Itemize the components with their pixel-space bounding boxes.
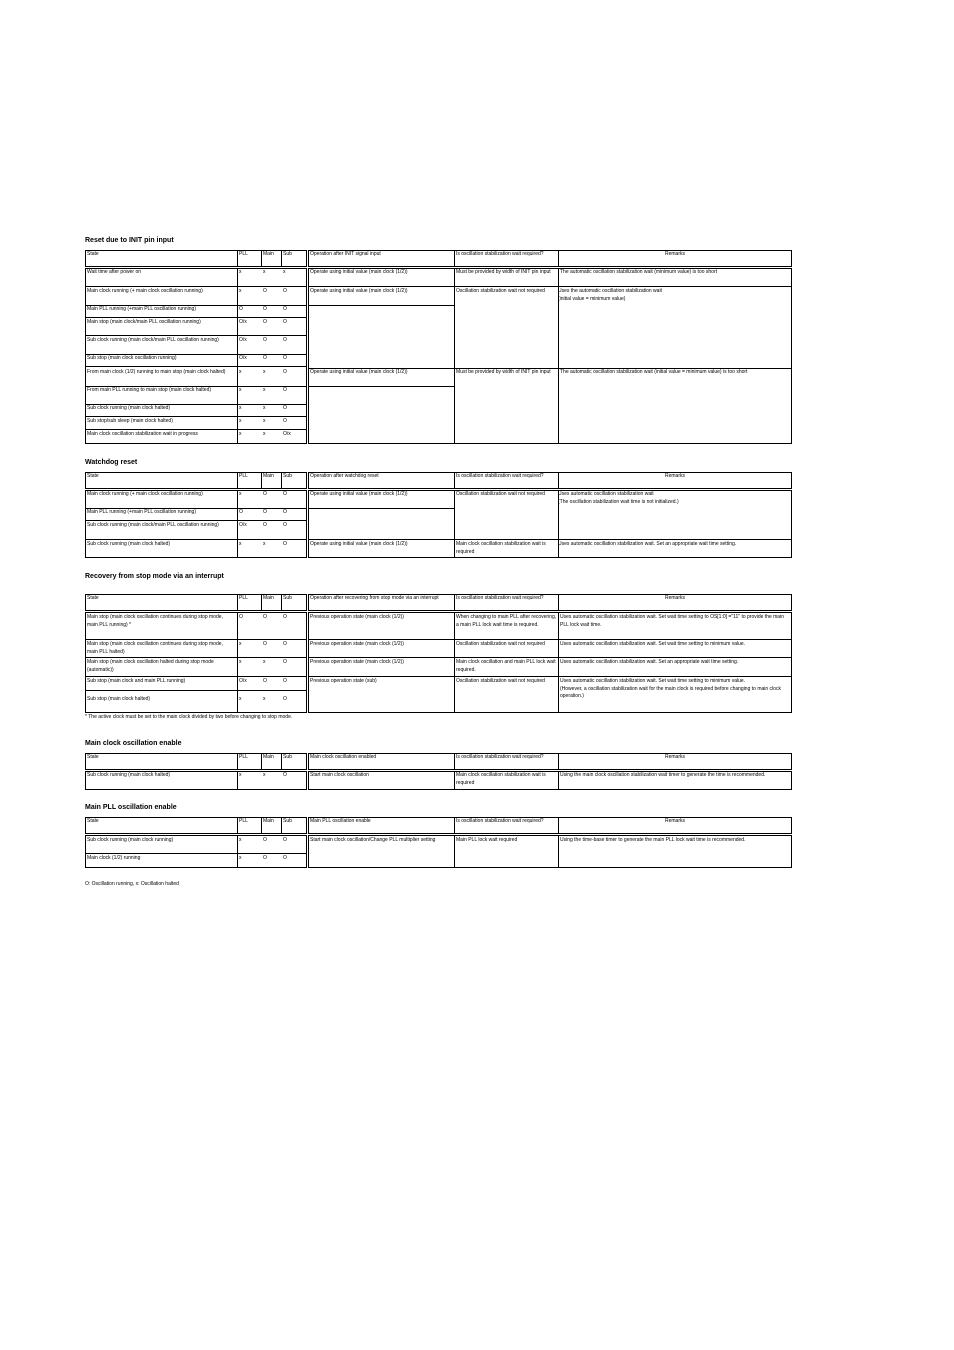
table-row-state: Sub clock running (main clock/main PLL oscillation running) xyxy=(87,337,219,343)
table-row-state: Sub clock running (main clock halted) xyxy=(87,541,171,547)
main-cell: x xyxy=(263,431,266,437)
operation-header: Operation after watchdog reset xyxy=(310,473,379,479)
remarks-header: Remarks xyxy=(664,473,685,479)
wait-cell: Main PLL lock wait required xyxy=(456,837,518,843)
remarks-header: Remarks xyxy=(664,754,685,760)
sub-cell: O xyxy=(283,855,287,861)
sub-cell: O xyxy=(283,405,287,411)
main-cell: O xyxy=(263,641,267,647)
pll-cell: O/x xyxy=(239,522,247,528)
sub-header: Sub xyxy=(283,754,292,760)
main-cell: O xyxy=(263,837,267,843)
pll-header: PLL xyxy=(239,754,248,760)
operation-header: Main PLL oscillation enable xyxy=(310,818,371,824)
main-cell: O xyxy=(263,337,267,343)
state-header: State xyxy=(87,818,99,824)
main-header: Main xyxy=(263,473,274,479)
pll-cell: x xyxy=(239,387,242,393)
main-cell: O xyxy=(263,522,267,528)
pll-cell: O xyxy=(239,306,243,312)
remarks-cell: Using the main clock oscillation stabilization wait timer to generate the time is recommended. xyxy=(560,772,766,778)
sub-cell: O/x xyxy=(283,431,291,437)
wait-cell: Main clock oscillation and main PLL lock wait required. xyxy=(456,659,556,673)
wait-cell: Oscillation stabilization wait not required xyxy=(456,288,545,294)
sub-cell: O xyxy=(283,614,287,620)
table-row-state: Main clock oscillation stabilization wait in progress xyxy=(87,431,198,437)
table-row-state: Sub clock running (main clock/main PLL oscillation running) xyxy=(87,522,219,528)
main-cell: x xyxy=(263,659,266,665)
table-row-state: Sub stop (main clock oscillation running) xyxy=(87,355,177,361)
main-cell: O xyxy=(263,306,267,312)
sub-header: Sub xyxy=(283,473,292,479)
table-row-state: Sub clock running (main clock halted) xyxy=(87,405,171,411)
sub-cell: O xyxy=(283,491,287,497)
main-cell: x xyxy=(263,387,266,393)
operation-header: Main clock oscillation enabled xyxy=(310,754,377,760)
remarks-cell: Using the time-base timer to generate the main PLL lock wait time is recommended. xyxy=(560,837,746,843)
table-row-state: Main PLL running (+main PLL oscillation running) xyxy=(87,509,196,515)
table-row-state: Main PLL running (+main PLL oscillation running) xyxy=(87,306,196,312)
state-header: State xyxy=(87,754,99,760)
main-cell: O xyxy=(263,678,267,684)
operation-cell: Operate using initial value (main clock (1/2)) xyxy=(310,269,408,275)
wait-cell: Oscillation stabilization wait not required xyxy=(456,678,545,684)
table-row-state: Main stop (main clock oscillation continues during stop mode, main PLL running) * xyxy=(87,614,223,628)
wait-header: Is oscillation stabilization wait required? xyxy=(456,818,544,824)
section-title-init-reset: Reset due to INIT pin input xyxy=(85,237,174,244)
remarks-cell: Uses automatic oscillation stabilization wait (The oscillation stabilization wait time is not initialized.) xyxy=(558,491,679,505)
operation-cell: Operate using initial value (main clock (1/2)) xyxy=(310,288,408,294)
pll-cell: O xyxy=(239,614,243,620)
main-header: Main xyxy=(263,754,274,760)
remarks-header: Remarks xyxy=(664,251,685,257)
table-row-state: Main stop (main clock oscillation halted during stop mode (automatic)) xyxy=(87,659,214,673)
main-cell: O xyxy=(263,288,267,294)
operation-cell: Previous operation state (main clock (1/2)) xyxy=(310,641,404,647)
sub-cell: O xyxy=(283,522,287,528)
oscillation-legend: O: Oscillation running, x: Oscillation halted xyxy=(85,881,179,887)
main-cell: x xyxy=(263,269,266,275)
table-row-state: Sub clock running (main clock running) xyxy=(87,837,174,843)
pll-cell: x xyxy=(239,431,242,437)
main-header: Main xyxy=(263,818,274,824)
sub-cell: O xyxy=(283,641,287,647)
pll-header: PLL xyxy=(239,473,248,479)
pll-cell: x xyxy=(239,369,242,375)
operation-cell: Operate using initial value (main clock (1/2)) xyxy=(310,369,408,375)
main-cell: O xyxy=(263,491,267,497)
wait-cell: When changing to main PLL after recovering, a main PLL lock wait time is required. xyxy=(456,614,557,628)
wait-header: Is oscillation stabilization wait required? xyxy=(456,473,544,479)
wait-header: Is oscillation stabilization wait required? xyxy=(456,754,544,760)
remarks-cell: Uses automatic oscillation stabilization wait. Set wait time setting to OS[1:0] ="11" to provide the main PLL lock wait time. xyxy=(560,614,784,628)
main-cell: O xyxy=(263,355,267,361)
wait-header: Is oscillation stabilization wait required? xyxy=(456,595,544,601)
sub-cell: O xyxy=(283,659,287,665)
pll-cell: x xyxy=(239,696,242,702)
wait-header: Is oscillation stabilization wait required? xyxy=(456,251,544,257)
operation-cell: Start main clock oscillation xyxy=(310,772,369,778)
remarks-cell: Uses automatic oscillation stabilization wait. Set wait time setting to minimum value. xyxy=(560,641,746,647)
table-row-state: From main PLL running to main stop (main clock halted) xyxy=(87,387,212,393)
pll-cell: x xyxy=(239,288,242,294)
pll-cell: x xyxy=(239,659,242,665)
pll-cell: O/x xyxy=(239,678,247,684)
sub-cell: O xyxy=(283,288,287,294)
sub-cell: O xyxy=(283,355,287,361)
wait-cell: Oscillation stabilization wait not required xyxy=(456,641,545,647)
remarks-cell: The automatic oscillation stabilization wait (minimum value) is too short xyxy=(560,269,718,275)
operation-cell: Previous operation state (main clock (1/2)) xyxy=(310,614,404,620)
sub-cell: O xyxy=(283,369,287,375)
main-cell: x xyxy=(263,405,266,411)
table-row-state: Main clock (1/2) running xyxy=(87,855,141,861)
sub-cell: O xyxy=(283,772,287,778)
sub-cell: O xyxy=(283,319,287,325)
pll-cell: x xyxy=(239,837,242,843)
state-header: State xyxy=(87,473,99,479)
table-row-state: Wait time after power on xyxy=(87,269,142,275)
wait-cell: Oscillation stabilization wait not required xyxy=(456,491,545,497)
operation-cell: Previous operation state (main clock (1/2)) xyxy=(310,659,404,665)
pll-cell: x xyxy=(239,541,242,547)
state-header: State xyxy=(87,595,99,601)
table-row-state: From main clock (1/2) running to main stop (main clock halted) xyxy=(87,369,226,375)
pll-cell: O/x xyxy=(239,355,247,361)
section-title-main-pll-enable: Main PLL oscillation enable xyxy=(85,804,177,811)
main-cell: x xyxy=(263,696,266,702)
section-title-stop-recovery: Recovery from stop mode via an interrupt xyxy=(85,573,224,580)
wait-cell: Main clock oscillation stabilization wait is required xyxy=(456,772,546,786)
pll-cell: O/x xyxy=(239,319,247,325)
sub-cell: O xyxy=(283,337,287,343)
sub-cell: O xyxy=(283,696,287,702)
pll-cell: x xyxy=(239,418,242,424)
pll-cell: O/x xyxy=(239,337,247,343)
remarks-cell: Uses the automatic oscillation stabilization wait (initial value = minimum value) xyxy=(558,288,662,302)
main-cell: O xyxy=(263,319,267,325)
pll-header: PLL xyxy=(239,251,248,257)
wait-cell: Main clock oscillation stabilization wait is required xyxy=(456,541,546,555)
remarks-cell: Uses automatic oscillation stabilization wait. Set wait time setting to minimum value. (However, a oscillation stabilization wait for the main clock is required before changing to main clock operation.) xyxy=(560,678,781,699)
pll-cell: x xyxy=(239,405,242,411)
sub-header: Sub xyxy=(283,595,292,601)
sub-header: Sub xyxy=(283,251,292,257)
remarks-cell: Uses automatic oscillation stabilization wait. Set an appropriate wait time setting. xyxy=(558,541,737,547)
sub-cell: O xyxy=(283,306,287,312)
remarks-cell: The automatic oscillation stabilization wait (initial value = minimum value) is too short xyxy=(560,369,748,375)
main-header: Main xyxy=(263,251,274,257)
pll-cell: x xyxy=(239,772,242,778)
table-row-state: Sub stop/sub sleep (main clock halted) xyxy=(87,418,173,424)
table-row-state: Sub clock running (main clock halted) xyxy=(87,772,171,778)
main-cell: O xyxy=(263,855,267,861)
operation-header: Operation after INIT signal input xyxy=(310,251,381,257)
sub-cell: x xyxy=(283,269,286,275)
table-row-state: Sub stop (main clock and main PLL running) xyxy=(87,678,186,684)
remarks-cell: Uses automatic oscillation stabilization wait. Set an appropriate wait time setting. xyxy=(560,659,739,665)
main-cell: x xyxy=(263,418,266,424)
sub-cell: O xyxy=(283,837,287,843)
section-title-watchdog-reset: Watchdog reset xyxy=(85,459,138,466)
wait-cell: Must be provided by width of INIT pin input xyxy=(456,369,551,375)
table-row-state: Main clock running (+ main clock oscillation running) xyxy=(87,491,203,497)
table-row-state: Main clock running (+ main clock oscillation running) xyxy=(87,288,203,294)
sub-cell: O xyxy=(283,678,287,684)
main-cell: x xyxy=(263,772,266,778)
pll-header: PLL xyxy=(239,595,248,601)
sub-cell: O xyxy=(283,509,287,515)
table-row-state: Main stop (main clock oscillation continues during stop mode, main PLL halted) xyxy=(87,641,223,655)
sub-cell: O xyxy=(283,418,287,424)
state-header: State xyxy=(87,251,99,257)
remarks-header: Remarks xyxy=(664,818,685,824)
operation-header: Operation after recovering from stop mode via an interrupt xyxy=(310,595,439,601)
remarks-header: Remarks xyxy=(664,595,685,601)
main-cell: x xyxy=(263,369,266,375)
main-cell: O xyxy=(263,614,267,620)
pll-cell: x xyxy=(239,269,242,275)
main-cell: O xyxy=(263,509,267,515)
operation-cell: Start main clock oscillation/Change PLL multiplier setting xyxy=(310,837,436,843)
sub-header: Sub xyxy=(283,818,292,824)
operation-cell: Operate using initial value (main clock (1/2)) xyxy=(310,491,408,497)
pll-header: PLL xyxy=(239,818,248,824)
pll-cell: x xyxy=(239,641,242,647)
sub-cell: O xyxy=(283,541,287,547)
pll-cell: x xyxy=(239,855,242,861)
section-title-main-clock-enable: Main clock oscillation enable xyxy=(85,740,182,747)
table-row-state: Main stop (main clock/main PLL oscillation running) xyxy=(87,319,201,325)
operation-cell: Previous operation state (sub) xyxy=(310,678,377,684)
main-header: Main xyxy=(263,595,274,601)
stop-mode-footnote: * The active clock must be set to the main clock divided by two before changing to stop mode. xyxy=(85,714,293,720)
sub-cell: O xyxy=(283,387,287,393)
table-row-state: Sub stop (main clock halted) xyxy=(87,696,151,702)
wait-cell: Must be provided by width of INIT pin input xyxy=(456,269,551,275)
pll-cell: x xyxy=(239,491,242,497)
main-cell: x xyxy=(263,541,266,547)
pll-cell: O xyxy=(239,509,243,515)
operation-cell: Operate using initial value (main clock (1/2)) xyxy=(310,541,408,547)
